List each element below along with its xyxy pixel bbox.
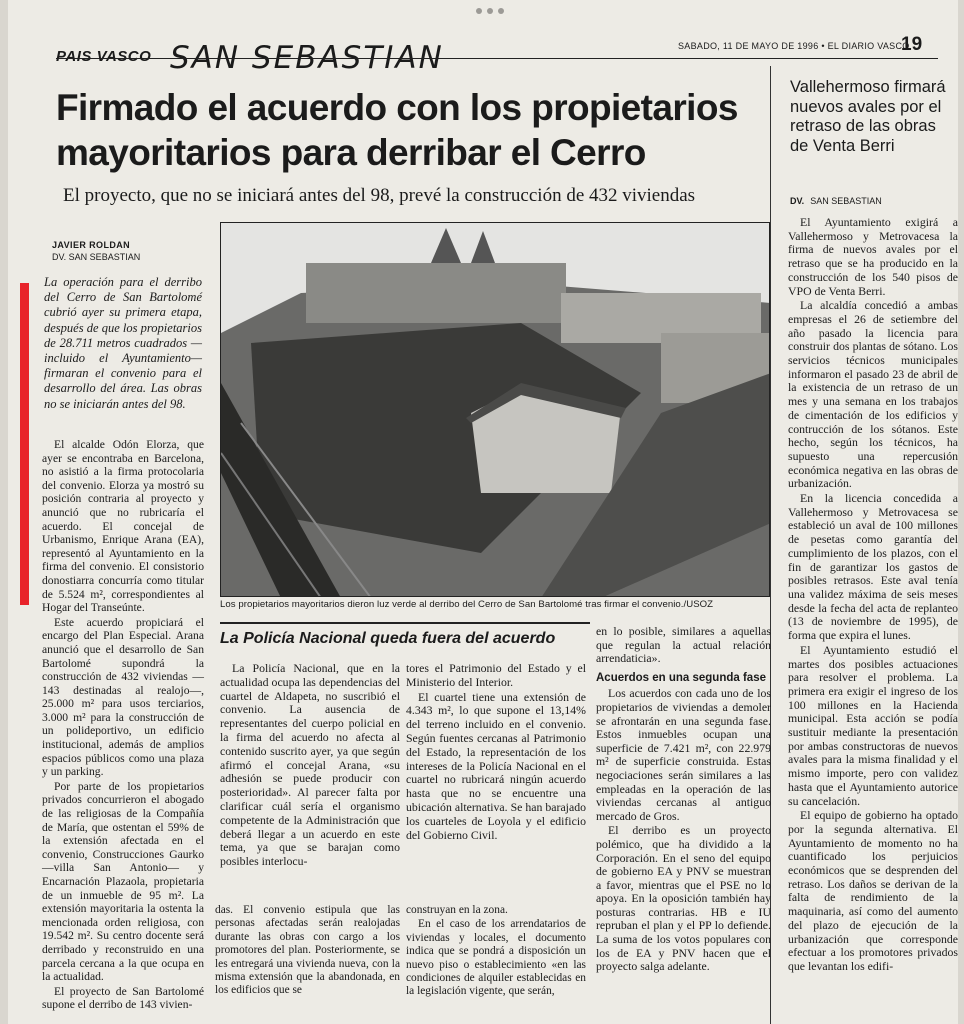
article-column-3: [406, 904, 586, 1000]
paragraph: Este acuerdo propiciará el encargo del Plan Especial. Arana anunció que el desarrollo de San Bartolomé supondrá la construcción de 432 viviendas —143 destinadas al realojo—, 25.000 m² para usos terciarios, 3.000 m² para la construcción de un polideportivo, un edificio institucional, además de amplios espacios públicos como una plaza y un parking.: [42, 615, 204, 779]
paragraph: tores el Patrimonio del Estado y el Ministerio del Interior.: [406, 661, 586, 689]
paragraph: en lo posible, similares a aquellas que regulan la actual relación arrendaticia».: [596, 624, 771, 666]
byline-place: SAN SEBASTIAN: [810, 196, 882, 206]
section-subtitle: Acuerdos en una segunda fase: [596, 671, 766, 684]
dateline: SABADO, 11 DE MAYO DE 1996 • EL DIARIO VASCO: [678, 41, 910, 51]
sidebar-column: [788, 216, 958, 975]
dot-icon: [476, 8, 482, 14]
city-title: SAN SEBASTIAN: [170, 40, 444, 76]
byline-tag: DV.: [790, 196, 805, 206]
dot-icon: [498, 8, 504, 14]
paragraph: construyan en la zona.: [406, 904, 508, 916]
policia-box-column-1: [220, 662, 400, 870]
paragraph: El equipo de gobierno ha optado por la segunda alternativa. El Ayuntamiento de momento no ha cuantificado los perjuicios económicos que se desprenden del retraso. Los daños se derivan de la falta de rendimiento de la maquinaria, así como del aumento del plazo de ejecución de la urbanización que corresponde efectuar a los promotores privados que levantan los edifi-: [788, 808, 958, 973]
paragraph: El Ayuntamiento estudió el martes dos posibles actuaciones para resolver el problema. La primera era exigir el ingreso de los 100 millones en la Hacienda municipal. Esta acción se podía sustituir mediante la presentación por ambas constructoras de nuevos avales para la misma finalidad y el mismo importe, pero con validez hasta que el Ayuntamiento autorice su cancelación.: [788, 642, 958, 808]
paragraph: El cuartel tiene una extensión de 4.343 m², lo que supone el 13,14% del terreno incluido en el convenio. Según fuentes cercanas al Patrimonio del Estado, la representación de los intereses de la Policía Nacional en el cuartel no rubricará ningún acuerdo hasta que no se encuentre una ubicación alternativa. Se han barajado los cuarteles de Loyola y el edificio del Gobierno Civil.: [406, 689, 586, 842]
photo-caption: Los propietarios mayoritarios dieron luz verde al derribo del Cerro de San Bartolomé tras firmar el convenio./USOZ: [220, 599, 714, 610]
paragraph: El proyecto de San Bartolomé supone el derribo de 143 vivien-: [42, 984, 204, 1012]
headline: [56, 85, 766, 175]
paragraph: La alcaldía concedió a ambas empresas el 26 de setiembre del año pasado la licencia para construir dos plantas de sótano. Los servicios técnicos municipales informaron el pasado 23 de abril de la existencia de un retraso de un mes y una semana en los trabajos de cimentación de los edificios y contrucción de los sótanos. Este hecho, según los técnicos, ha supuesto una repercusión económica negativa en las obras de urbanización.: [788, 298, 958, 491]
headline-line-2: mayoritarios para derribar el Cerro: [56, 132, 646, 173]
author: JAVIER ROLDAN: [52, 240, 131, 250]
article-column-2: [215, 904, 400, 999]
policia-box-title: La Policía Nacional queda fuera del acuerdo: [220, 630, 556, 647]
policia-box-column-2: [406, 662, 586, 843]
paragraph: El Ayuntamiento exigirá a Vallehermoso y Metrovacesa la firma de nuevos avales por el retraso que se ha producido en la construcción de los 540 pisos de VPO de Venta Berri.: [788, 215, 958, 298]
paragraph: Los acuerdos con cada uno de los propietarios de viviendas a demoler se afrontarán en una segunda fase. Estos inmuebles ocupan una superficie de 7.421 m², con 22.979 m² de superficie construida. Estas negociaciones serán similares a las empleadas en la operación de las viviendas cercanas al antiguo mercado de Gros.: [596, 686, 771, 823]
newspaper-page: [8, 0, 958, 1024]
section-label: PAIS VASCO: [56, 48, 152, 65]
box-rule: [220, 622, 590, 624]
sidebar-byline: [790, 196, 882, 206]
subhead: El proyecto, que no se iniciará antes del 98, prevé la construcción de 432 viviendas: [63, 185, 696, 206]
page-number: 19: [901, 34, 923, 55]
paragraph: En el caso de los arrendatarios de viviendas y locales, el documento indica que se pondrá a disposición un nuevo piso o establecimiento «en las condiciones de alquiler establecidas en la legislación vigente, que serán,: [406, 918, 586, 998]
paragraph: El derribo es un proyecto polémico, que ha dividido a la Corporación. En el seno del equipo de gobierno EA y PNV se muestran a favor, mientras que el PSE no lo apoya. En la oposición también hay posturas contrarias. HB e IU repruban el plan y el PP lo defiende. La suma de los votos populares con los de EA y PNV hacen que el proyecto salga adelante.: [596, 823, 771, 974]
paragraph: La Policía Nacional, que en la actualidad ocupa las dependencias del cuartel de Aldapeta, no suscribió el convenio. La ausencia de representantes del cuerpo policial en la firma del acuerdo no afecta al contenido suscrito ayer, ya que según afirmó el concejal Arana, «su adhesión se puede producir con posterioridad». Al parecer falta por clarificar cuál sería el organismo competente de la Administración que deberá llegar a un acuerdo en este tema, ya que se barajan como posibles interlocu-: [220, 661, 400, 869]
article-column-4: [596, 625, 771, 975]
photo-image: [221, 223, 770, 597]
dot-icon: [487, 8, 493, 14]
headline-line-1: Firmado el acuerdo con los propietarios: [56, 87, 738, 128]
paragraph: Por parte de los propietarios privados concurrieron el abogado de las religiosas de la Compañía de María, que ostentan el 59% de la extensión afectada en el convenio, Construcciones Gaurko —villa San Antonio— y Encarnación Plazaola, propietaria de un inmueble de 95 m². La extensión mayoritaria la ostenta la mencionada orden religiosa, con 19.542 m². Su centro docente será derribado y reconstruido en una parcela cercana a la que ocupa en la actualidad.: [42, 779, 204, 984]
paragraph: das. El convenio estipula que las personas afectadas serán realojadas durante las obras con cargo a los promotores del plan. Posteriormente, se les entregará una vivienda nueva, con la misma extensión que la abandonada, en los edificios que se: [215, 904, 400, 997]
highlight-mark: [20, 283, 29, 605]
photo-cerro-san-bartolome: [220, 222, 770, 597]
paragraph: El alcalde Odón Elorza, que ayer se encontraba en Barcelona, no asistió a la firma protocolaria del convenio. Elorza ya mostró su posición contraria al proyecto y anunció que no rubricaría el acuerdo. El concejal de Urbanismo, Enrique Arana (EA), representó al Ayuntamiento en la firma del convenio. El consistorio donostiarra concurría como titular de 5.524 m², correspondientes al Hogar del Transeúnte.: [42, 438, 204, 615]
sidebar-headline: Vallehermoso firmará nuevos avales por el retraso de las obras de Venta Berri: [790, 78, 946, 155]
paragraph: En la licencia concedida a Vallehermoso y Metrovacesa se estableció un aval de 100 millones de pesetas como garantía del cumplimiento de los plazos, con el fin de garantizar los gastos de posibles retrasos. Este aval tenía una validez máxima de seis meses desde la fecha del acta de replanteo (13 de noviembre de 1995), de forma que expira el lunes.: [788, 491, 958, 643]
header-rule: [56, 58, 938, 59]
window-dots[interactable]: [476, 8, 504, 14]
author-location: DV. SAN SEBASTIAN: [52, 252, 141, 262]
article-column-1: [42, 438, 204, 1013]
lead-paragraph: La operación para el derribo del Cerro de San Bartolomé cubrió ayer su primera etapa, después de que los propietarios de 28.711 metros cuadrados —incluido el Ayuntamiento— firmaran el convenio para el desarrollo del área. Las obras no se iniciarán antes del 98.: [44, 275, 202, 411]
